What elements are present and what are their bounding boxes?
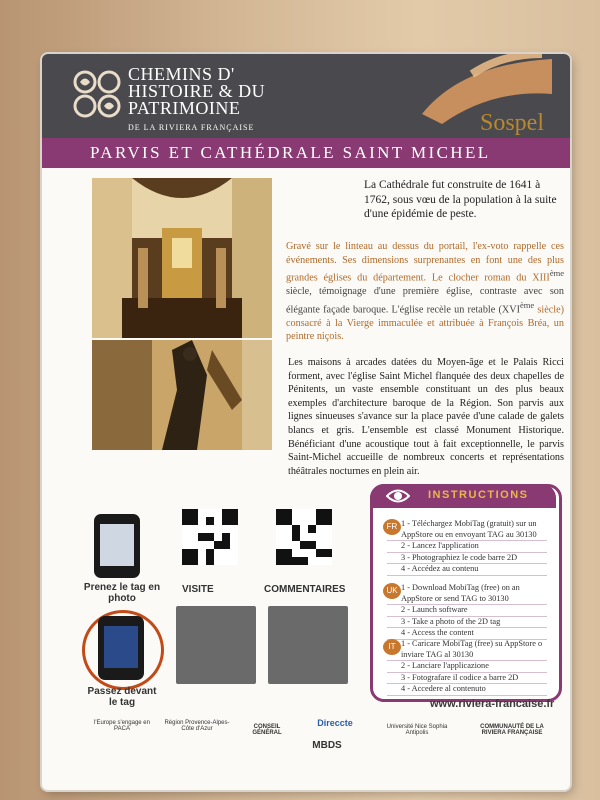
logo-universite: Université Nice Sophia Antipolis xyxy=(386,724,448,736)
step-uk-3: 3 - Take a photo of the 2D tag xyxy=(387,617,547,629)
intro-paragraph: La Cathédrale fut construite de 1641 à 1762, sous vœu de la population à la suite d'une épidémie de peste. xyxy=(364,179,557,220)
panel-title: PARVIS ET CATHÉDRALE SAINT MICHEL xyxy=(90,143,491,162)
visite-label: VISITE xyxy=(182,584,214,595)
history-paragraph xyxy=(286,240,564,344)
steps-uk xyxy=(387,583,547,640)
title-band xyxy=(42,138,570,168)
lang-badge-fr: FR xyxy=(383,519,401,535)
heritage-logo-icon xyxy=(72,70,122,118)
lang-badge-uk: UK xyxy=(383,583,401,599)
phone-camera-icon xyxy=(94,514,140,578)
steps-it xyxy=(387,639,547,696)
step-fr-4: 4 - Accédez au contenu xyxy=(387,564,547,576)
nfc-tag-visite[interactable] xyxy=(176,606,256,684)
panel-header xyxy=(42,54,570,146)
eye-icon xyxy=(386,487,410,505)
history-paragraph-part-c: siècle) consacré à la Vierge immaculée et attribuée à François Bréa, un peintre niçois. xyxy=(286,304,564,343)
nfc-tag-commentaires[interactable] xyxy=(268,606,348,684)
instructions-header xyxy=(370,484,556,508)
step-uk-1: 1 - Download MobiTag (free) on an AppStore or send TAG to 30130 xyxy=(387,583,547,605)
instructions-title: INSTRUCTIONS xyxy=(428,489,529,501)
cathedral-interior-photo xyxy=(92,178,272,338)
saint-michel-statue-photo xyxy=(92,340,272,450)
information-panel xyxy=(42,54,570,790)
logo-line-1: CHEMINS D' xyxy=(128,64,235,84)
lang-badge-it: IT xyxy=(383,639,401,655)
heritage-logo-text xyxy=(128,66,265,136)
qr-code-commentaires[interactable] xyxy=(276,509,332,565)
step-it-1: 1 - Caricare MobiTag (free) su AppStore o inviare TAG al 30130 xyxy=(387,639,547,661)
step-uk-4: 4 - Access the content xyxy=(387,628,547,640)
instructions-box xyxy=(370,484,562,702)
photo-tag-label: Prenez le tag en photo xyxy=(83,582,161,604)
history-paragraph-part-b: siècle, témoignage d'une première église, contraste avec son élégante façade baroque. L'église recèle un retable (XVI xyxy=(286,286,564,316)
step-uk-2: 2 - Launch software xyxy=(387,605,547,617)
logo-communaute-riviera: COMMUNAUTÉ DE LA RIVIERA FRANÇAISE xyxy=(480,724,544,736)
logo-europe: l'Europe s'engage en PACA xyxy=(93,720,150,732)
website-url[interactable]: www.riviera-francaise.fr xyxy=(430,698,555,710)
history-paragraph-part-a: Gravé sur le linteau au dessus du portail, l'ex-voto rappelle ces événements. Ses dimensions surprenantes en font une des plus grandes églises du département. Le clocher roman du XIII xyxy=(286,241,564,284)
ensemble-paragraph: Les maisons à arcades datées du Moyen-âge et le Palais Ricci forment, avec l'église Saint Michel flanquée des deux chapelles de Pénitents, un vaste ensemble constituant un des plus beaux exemples d'architecture baroque de la Région. Son parvis aux lignes sinueuses s'avance sur la place pavée d'une calade de galets blancs et gris. L'ensemble est classé Monument Historique. Bénéficiant d'une acoustique tout à fait exceptionnelle, le parvis Saint-Michel accueille de nombreux concerts et représentations théâtrales nocturnes en plein air. xyxy=(288,357,564,477)
step-it-3: 3 - Fotografare il codice a barre 2D xyxy=(387,673,547,685)
logo-region-paca: Région Provence-Alpes-Côte d'Azur xyxy=(164,720,230,732)
century-superscript: ème xyxy=(549,268,564,279)
step-it-2: 2 - Lanciare l'applicazione xyxy=(387,661,547,673)
qr-code-visite[interactable] xyxy=(182,509,238,565)
logo-line-3: PATRIMOINE xyxy=(128,98,241,118)
logo-conseil-general: CONSEIL GÉNÉRAL xyxy=(252,724,282,736)
century-superscript-2: ème xyxy=(520,299,535,310)
steps-fr xyxy=(387,519,547,576)
commentaires-label: COMMENTAIRES xyxy=(264,584,346,595)
step-fr-2: 2 - Lancez l'application xyxy=(387,541,547,553)
logo-subtitle: DE LA RIVIERA FRANÇAISE xyxy=(128,123,255,132)
logo-mbds: MBDS xyxy=(312,740,342,751)
sponsor-logos xyxy=(92,714,562,774)
town-name: Sospel xyxy=(479,110,544,136)
logo-direccte: Direccte xyxy=(317,718,353,728)
nfc-phone-icon xyxy=(98,616,144,680)
logo-line-2: HISTOIRE & DU xyxy=(128,81,266,101)
step-it-4: 4 - Accedere al contenuto xyxy=(387,684,547,696)
step-fr-1: 1 - Téléchargez MobiTag (gratuit) sur un AppStore ou en envoyant TAG au 30130 xyxy=(387,519,547,541)
nfc-tag-label: Passez devant le tag xyxy=(87,686,157,708)
step-fr-3: 3 - Photographiez le code barre 2D xyxy=(387,553,547,565)
